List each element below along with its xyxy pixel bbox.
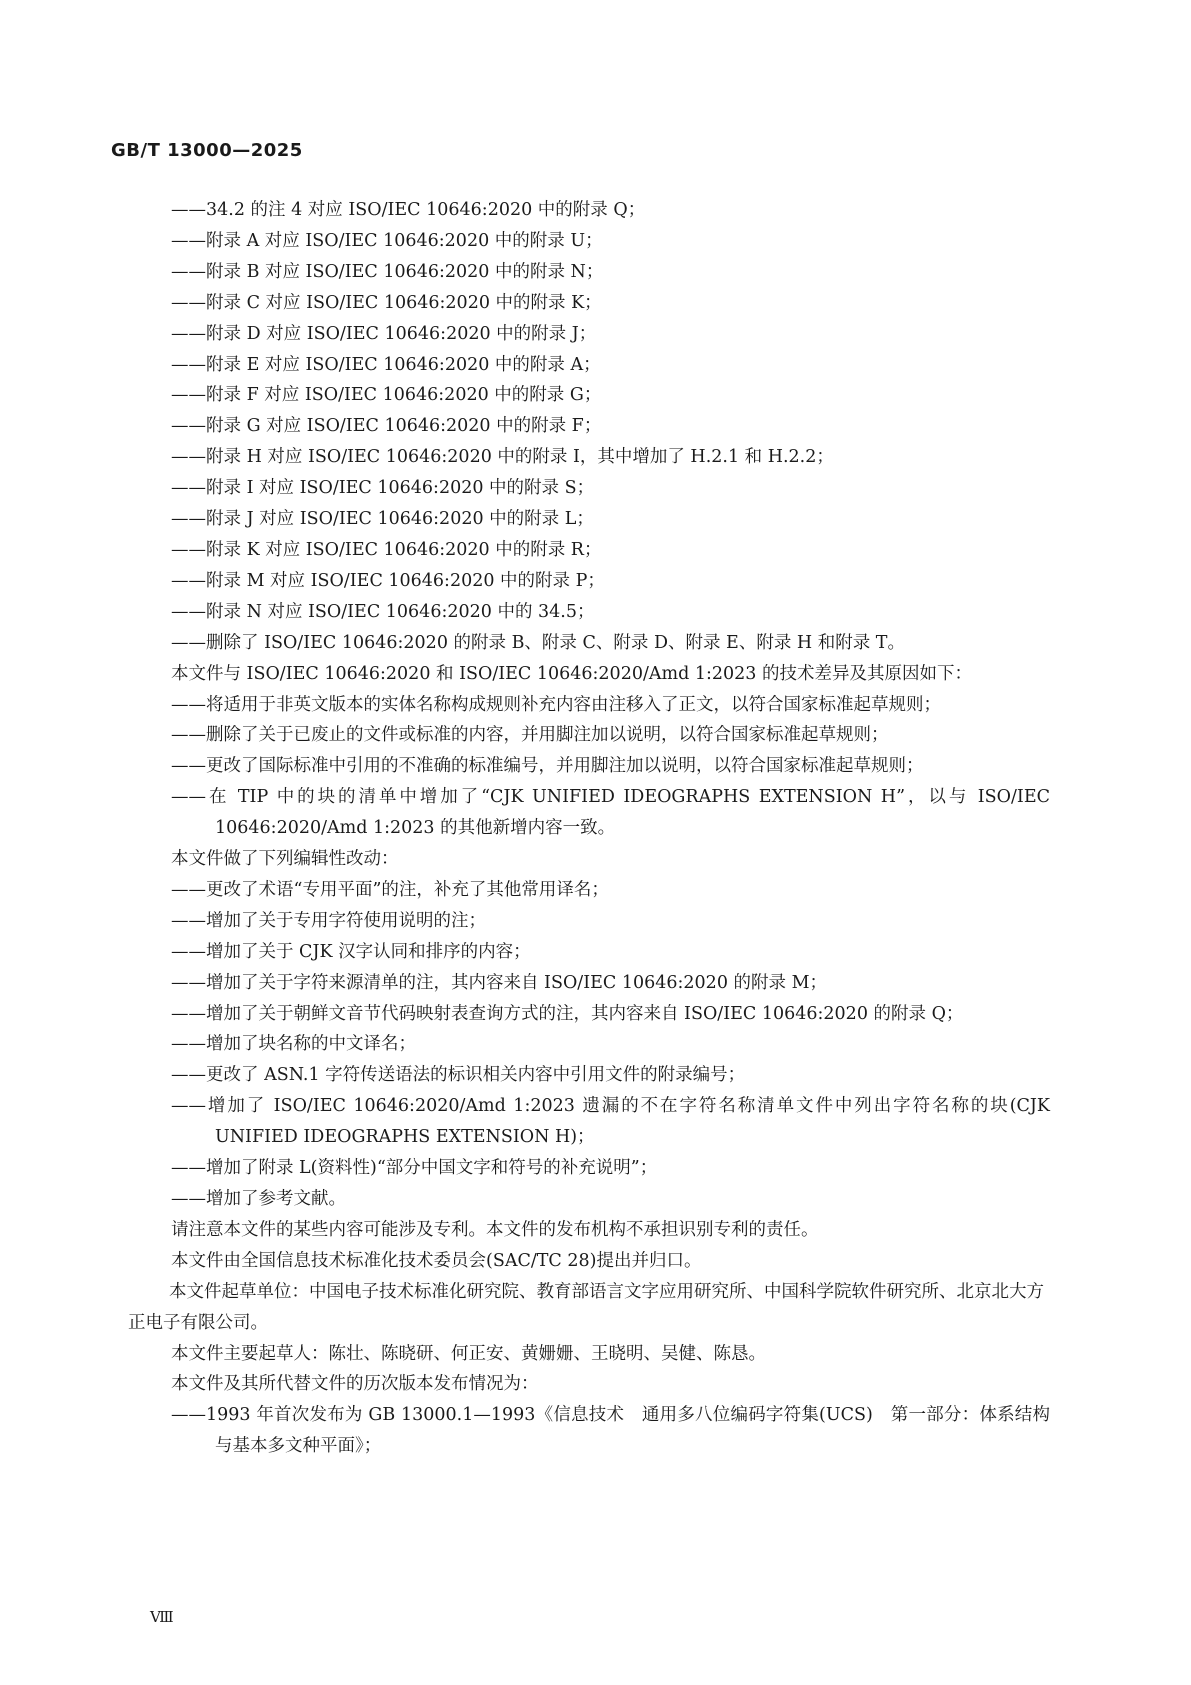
paragraph: 本文件及其所代替文件的历次版本发布情况为： — [171, 1374, 539, 1395]
list-item: ——将适用于非英文版本的实体名称构成规则补充内容由注移入了正文，以符合国家标准起草规则； — [171, 694, 941, 715]
paragraph: 本文件主要起草人：陈壮、陈晓研、何正安、黄姗姗、王晓明、吴健、陈恳。 — [171, 1343, 766, 1364]
list-item: ——增加了附录 L(资料性)“部分中国文字和符号的补充说明”； — [171, 1158, 658, 1179]
list-item: ——附录 H 对应 ISO/IEC 10646:2020 中的附录 I，其中增加了 H.2.1 和 H.2.2； — [171, 447, 834, 468]
paragraph: 本文件起草单位：中国电子技术标准化研究院、教育部语言文字应用研究所、中国科学院软件研究所、北京北大方正电子有限公司。 — [128, 1281, 1044, 1333]
list-item: ——附录 N 对应 ISO/IEC 10646:2020 中的 34.5； — [171, 601, 595, 622]
paragraph: 请注意本文件的某些内容可能涉及专利。本文件的发布机构不承担识别专利的责任。 — [171, 1219, 819, 1240]
document-number: GB/T 13000—2025 — [111, 140, 303, 161]
list-item: ——附录 E 对应 ISO/IEC 10646:2020 中的附录 A； — [171, 354, 601, 375]
list-item: ——增加了关于 CJK 汉字认同和排序的内容； — [171, 941, 531, 962]
list-item: ——更改了国际标准中引用的不准确的标准编号，并用脚注加以说明，以符合国家标准起草规则； — [171, 756, 924, 777]
list-item: ——附录 M 对应 ISO/IEC 10646:2020 中的附录 P； — [171, 570, 605, 591]
page-number: Ⅷ — [150, 1608, 174, 1626]
list-item: ——附录 C 对应 ISO/IEC 10646:2020 中的附录 K； — [171, 292, 602, 313]
list-item: ——增加了 ISO/IEC 10646:2020/Amd 1:2023 遗漏的不在字符名称清单文件中列出字符名称的块(CJK UNIFIED IDEOGRAPHS EXTENSION H)； — [171, 1096, 1050, 1148]
list-item: ——34.2 的注 4 对应 ISO/IEC 10646:2020 中的附录 Q； — [171, 200, 646, 220]
list-item: ——更改了术语“专用平面”的注，补充了其他常用译名； — [171, 879, 609, 900]
list-item: ——附录 K 对应 ISO/IEC 10646:2020 中的附录 R； — [171, 539, 602, 560]
list-item: ——附录 J 对应 ISO/IEC 10646:2020 中的附录 L； — [171, 509, 594, 530]
list-item: ——增加了关于专用字符使用说明的注； — [171, 910, 486, 931]
list-item: ——在 TIP 中的块的清单中增加了“CJK UNIFIED IDEOGRAPHS EXTENSION H”，以与 ISO/IEC 10646:2020/Amd 1:2023 的其他新增内容一致。 — [171, 787, 1050, 839]
list-item: ——附录 G 对应 ISO/IEC 10646:2020 中的附录 F； — [171, 416, 602, 437]
list-item: ——1993 年首次发布为 GB 13000.1—1993《信息技术 通用多八位编码字符集(UCS) 第一部分：体系结构与基本多文种平面》； — [171, 1405, 1050, 1457]
list-item: ——增加了关于字符来源清单的注，其内容来自 ISO/IEC 10646:2020 的附录 M； — [171, 972, 827, 993]
list-item: ——附录 D 对应 ISO/IEC 10646:2020 中的附录 J； — [171, 323, 597, 344]
list-item: ——增加了关于朝鲜文音节代码映射表查询方式的注，其内容来自 ISO/IEC 10646:2020 的附录 Q； — [171, 1003, 964, 1024]
paragraph: 本文件做了下列编辑性改动： — [171, 849, 399, 870]
list-item: ——附录 B 对应 ISO/IEC 10646:2020 中的附录 N； — [171, 261, 604, 282]
paragraph: 本文件与 ISO/IEC 10646:2020 和 ISO/IEC 10646:2020/Amd 1:2023 的技术差异及其原因如下： — [171, 663, 972, 684]
list-item: ——附录 I 对应 ISO/IEC 10646:2020 中的附录 S； — [171, 478, 595, 499]
list-item: ——附录 A 对应 ISO/IEC 10646:2020 中的附录 U； — [171, 230, 603, 251]
paragraph: 本文件由全国信息技术标准化技术委员会(SAC/TC 28)提出并归口。 — [171, 1250, 702, 1271]
list-item: ——增加了块名称的中文译名； — [171, 1034, 416, 1055]
list-item: ——删除了关于已废止的文件或标准的内容，并用脚注加以说明，以符合国家标准起草规则； — [171, 725, 889, 746]
document-body — [130, 195, 1050, 1462]
list-item: ——增加了参考文献。 — [171, 1189, 346, 1209]
list-item: ——删除了 ISO/IEC 10646:2020 的附录 B、附录 C、附录 D、附录 E、附录 H 和附录 T。 — [171, 632, 905, 653]
list-item: ——附录 F 对应 ISO/IEC 10646:2020 中的附录 G； — [171, 385, 602, 406]
list-item: ——更改了 ASN.1 字符传送语法的标识相关内容中引用文件的附录编号； — [171, 1065, 746, 1086]
